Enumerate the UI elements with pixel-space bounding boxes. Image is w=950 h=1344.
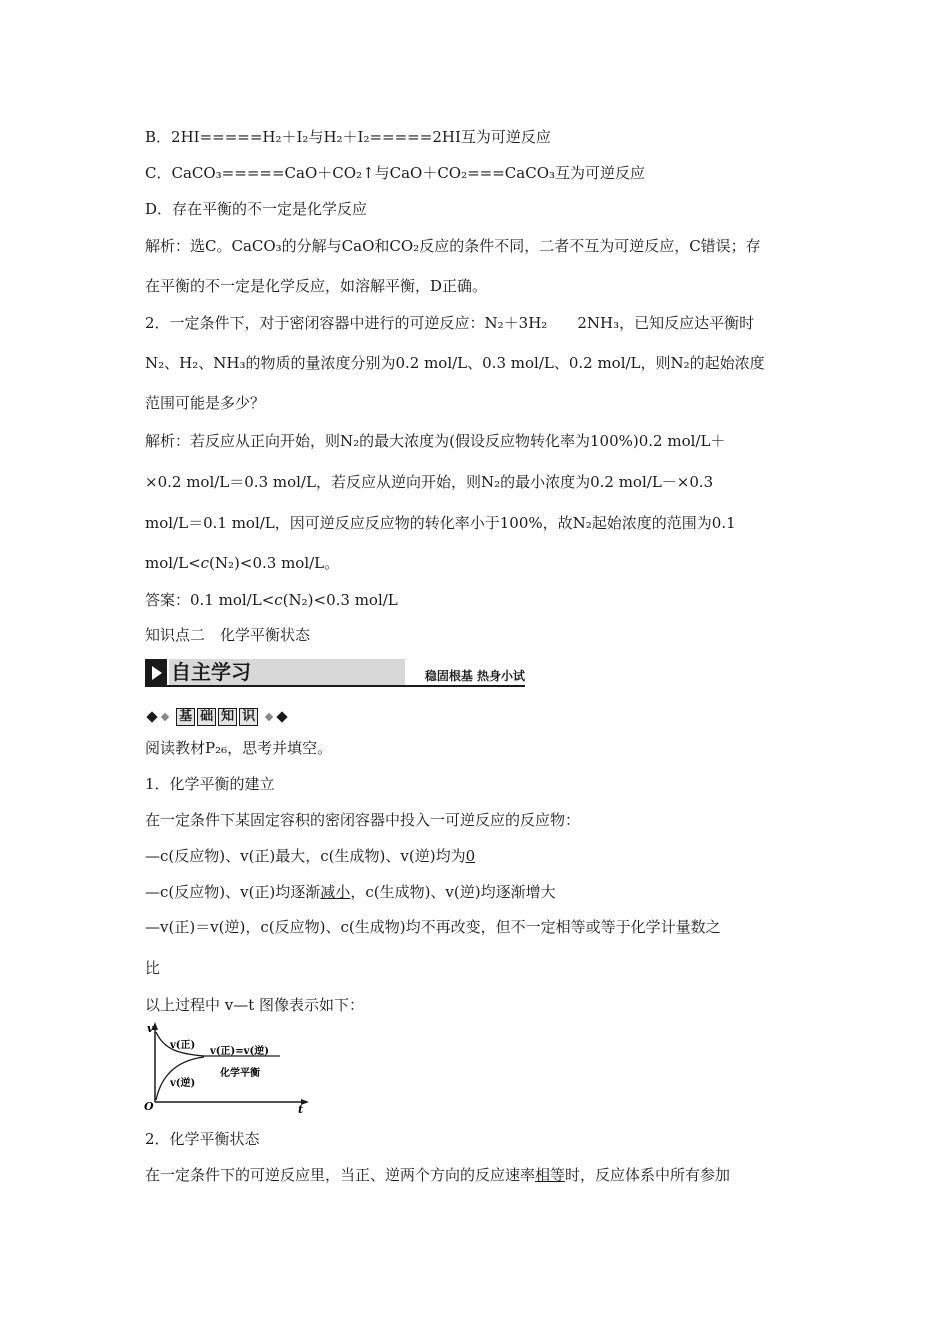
diamond-icon bbox=[277, 711, 288, 722]
basic-knowledge-label bbox=[145, 708, 289, 728]
analysis-2-line-1: 解析：若反应从正向开始，则N₂的最大浓度为(假设反应物转化率为100%)0.2 mol/L＋ bbox=[145, 432, 726, 450]
vt-graph bbox=[140, 1020, 315, 1115]
banner-rule bbox=[145, 685, 525, 687]
read-textbook: 阅读教材P₂₆，思考并填空。 bbox=[145, 739, 333, 757]
banner-subtitle: 稳固根基 热身小试 bbox=[424, 669, 525, 683]
section-1-text: 在一定条件下某固定容积的密闭容器中投入一可逆反应的反应物： bbox=[145, 811, 581, 829]
question-2-line-1: 2．一定条件下，对于密闭容器中进行的可逆反应：N₂＋3H₂ 2NH₃，已知反应达平衡时 bbox=[145, 314, 755, 332]
bullet-3-cont: 比 bbox=[145, 959, 161, 977]
equilibrium-label: 化学平衡 bbox=[220, 1068, 260, 1079]
knowledge-char: 知 bbox=[218, 708, 237, 726]
forward-label: v(正) bbox=[170, 1040, 196, 1051]
bullet-1: —c(反应物)、v(正)最大，c(生成物)、v(逆)均为0 bbox=[145, 847, 476, 865]
knowledge-point-heading: 知识点二 化学平衡状态 bbox=[145, 626, 311, 644]
banner-title: 自主学习 bbox=[169, 659, 405, 685]
y-axis-label: v bbox=[147, 1022, 154, 1035]
option-d: D．存在平衡的不一定是化学反应 bbox=[145, 200, 368, 218]
play-icon bbox=[145, 659, 167, 687]
analysis-1-line-1: 解析：选C。CaCO₃的分解与CaO和CO₂反应的条件不同，二者不互为可逆反应，C错误；存 bbox=[145, 237, 761, 255]
analysis-2-line-2: ×0.2 mol/L＝0.3 mol/L，若反应从逆向开始，则N₂的最小浓度为0.2 mol/L－×0.3 bbox=[145, 473, 714, 491]
section-2-text: 在一定条件下的可逆反应里，当正、逆两个方向的反应速率相等时，反应体系中所有参加 bbox=[145, 1166, 731, 1184]
equal-label: v(正)=v(逆) bbox=[210, 1046, 269, 1057]
bullet-2: —c(反应物)、v(正)均逐渐减小，c(生成物)、v(逆)均逐渐增大 bbox=[145, 883, 556, 901]
knowledge-char: 基 bbox=[176, 708, 195, 726]
reverse-label: v(逆) bbox=[170, 1078, 196, 1089]
diamond-icon bbox=[161, 712, 169, 720]
vt-intro: 以上过程中 v—t 图像表示如下： bbox=[145, 996, 365, 1014]
option-c: C．CaCO₃=====CaO＋CO₂↑与CaO＋CO₂===CaCO₃互为可逆反应 bbox=[145, 164, 646, 182]
question-2-line-3: 范围可能是多少？ bbox=[145, 394, 266, 412]
section-2-heading: 2．化学平衡状态 bbox=[145, 1130, 260, 1148]
x-axis-label: t bbox=[298, 1103, 304, 1115]
analysis-1-line-2: 在平衡的不一定是化学反应，如溶解平衡，D正确。 bbox=[145, 277, 488, 295]
answer-2: 答案：0.1 mol/L<c(N₂)<0.3 mol/L bbox=[145, 591, 398, 609]
diamond-icon bbox=[265, 712, 273, 720]
self-study-banner bbox=[145, 659, 525, 687]
analysis-2-line-3: mol/L＝0.1 mol/L，因可逆反应反应物的转化率小于100%，故N₂起始浓度的范围为0.1 bbox=[145, 514, 736, 532]
section-1-heading: 1．化学平衡的建立 bbox=[145, 775, 275, 793]
bullet-3: —v(正)＝v(逆)，c(反应物)、c(生成物)均不再改变，但不一定相等或等于化学计量数之 bbox=[145, 918, 721, 936]
analysis-2-line-4: mol/L<c(N₂)<0.3 mol/L。 bbox=[145, 554, 340, 572]
diamond-icon bbox=[146, 711, 157, 722]
question-2-line-2: N₂、H₂、NH₃的物质的量浓度分别为0.2 mol/L、0.3 mol/L、0.2 mol/L，则N₂的起始浓度 bbox=[145, 354, 765, 372]
knowledge-char: 础 bbox=[197, 708, 216, 726]
origin-label: O bbox=[144, 1100, 154, 1113]
option-b: B．2HI=====H₂＋I₂与H₂＋I₂=====2HI互为可逆反应 bbox=[145, 128, 551, 146]
knowledge-char: 识 bbox=[239, 708, 258, 726]
